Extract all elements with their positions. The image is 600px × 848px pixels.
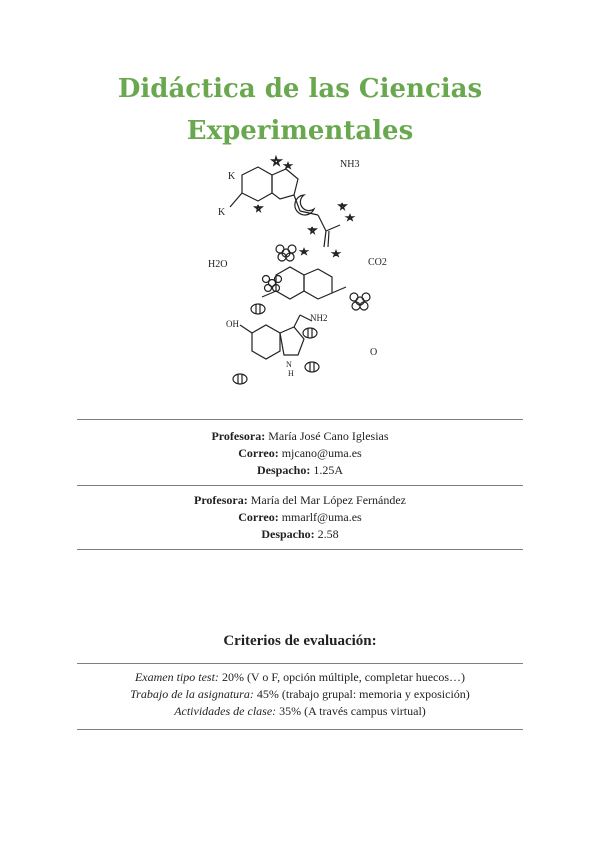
title-line-1: Didáctica de las Ciencias [117,74,483,104]
chemistry-doodle-illustration [200,155,410,395]
professor-info-2 [0,492,600,543]
professor-email: mjcano@uma.es [281,446,362,460]
bee-icons [233,304,319,384]
title-line-2: Experimentales [186,116,414,146]
correo-label: Correo: [238,446,279,460]
label-co2: CO2 [368,257,387,268]
profesora-label: Profesora: [211,429,266,443]
criteria-item [0,703,600,720]
criteria-percent: 20% [221,670,244,684]
criteria-item [0,686,600,703]
criteria-list [0,669,600,720]
criteria-detail: (V o F, opción múltiple, completar huecos…) [246,670,466,684]
label-o2: O [370,347,378,358]
divider [77,419,523,420]
professor-info-1 [0,428,600,479]
professor-name: María del Mar López Fernández [250,493,407,507]
label-h: H [288,369,294,378]
professor-office: 2.58 [317,527,339,541]
divider [77,663,523,664]
molecule-middle [262,267,346,299]
divider [77,549,523,550]
label-nh3: NH3 [340,159,360,170]
star-icons [255,157,353,256]
divider [77,485,523,486]
label-n: N [286,360,292,369]
profesora-label: Profesora: [193,493,248,507]
criteria-label: Actividades de clase: [174,704,277,718]
flower-icons [263,245,371,310]
criteria-percent: 45% [256,687,279,701]
correo-label: Correo: [238,510,279,524]
divider [77,729,523,730]
professor-name: María José Cano Iglesias [268,429,389,443]
label-h2o: H2O [208,259,228,270]
professor-office: 1.25A [313,463,343,477]
criteria-detail: (A través campus virtual) [304,704,426,718]
professor-email: mmarlf@uma.es [281,510,362,524]
label-k2: K [228,171,236,182]
molecule-bottom [240,315,312,359]
label-k1: K [218,207,226,218]
criteria-item [0,669,600,686]
label-oh: OH [226,319,239,329]
despacho-label: Despacho: [261,527,315,541]
criteria-label: Examen tipo test: [134,670,219,684]
criteria-label: Trabajo de la asignatura: [130,687,254,701]
molecule-top [230,167,340,247]
criteria-heading: Criterios de evaluación: [223,633,377,649]
label-nh2: NH2 [310,313,328,323]
criteria-detail: (trabajo grupal: memoria y exposición) [281,687,470,701]
criteria-percent: 35% [279,704,302,718]
despacho-label: Despacho: [256,463,311,477]
